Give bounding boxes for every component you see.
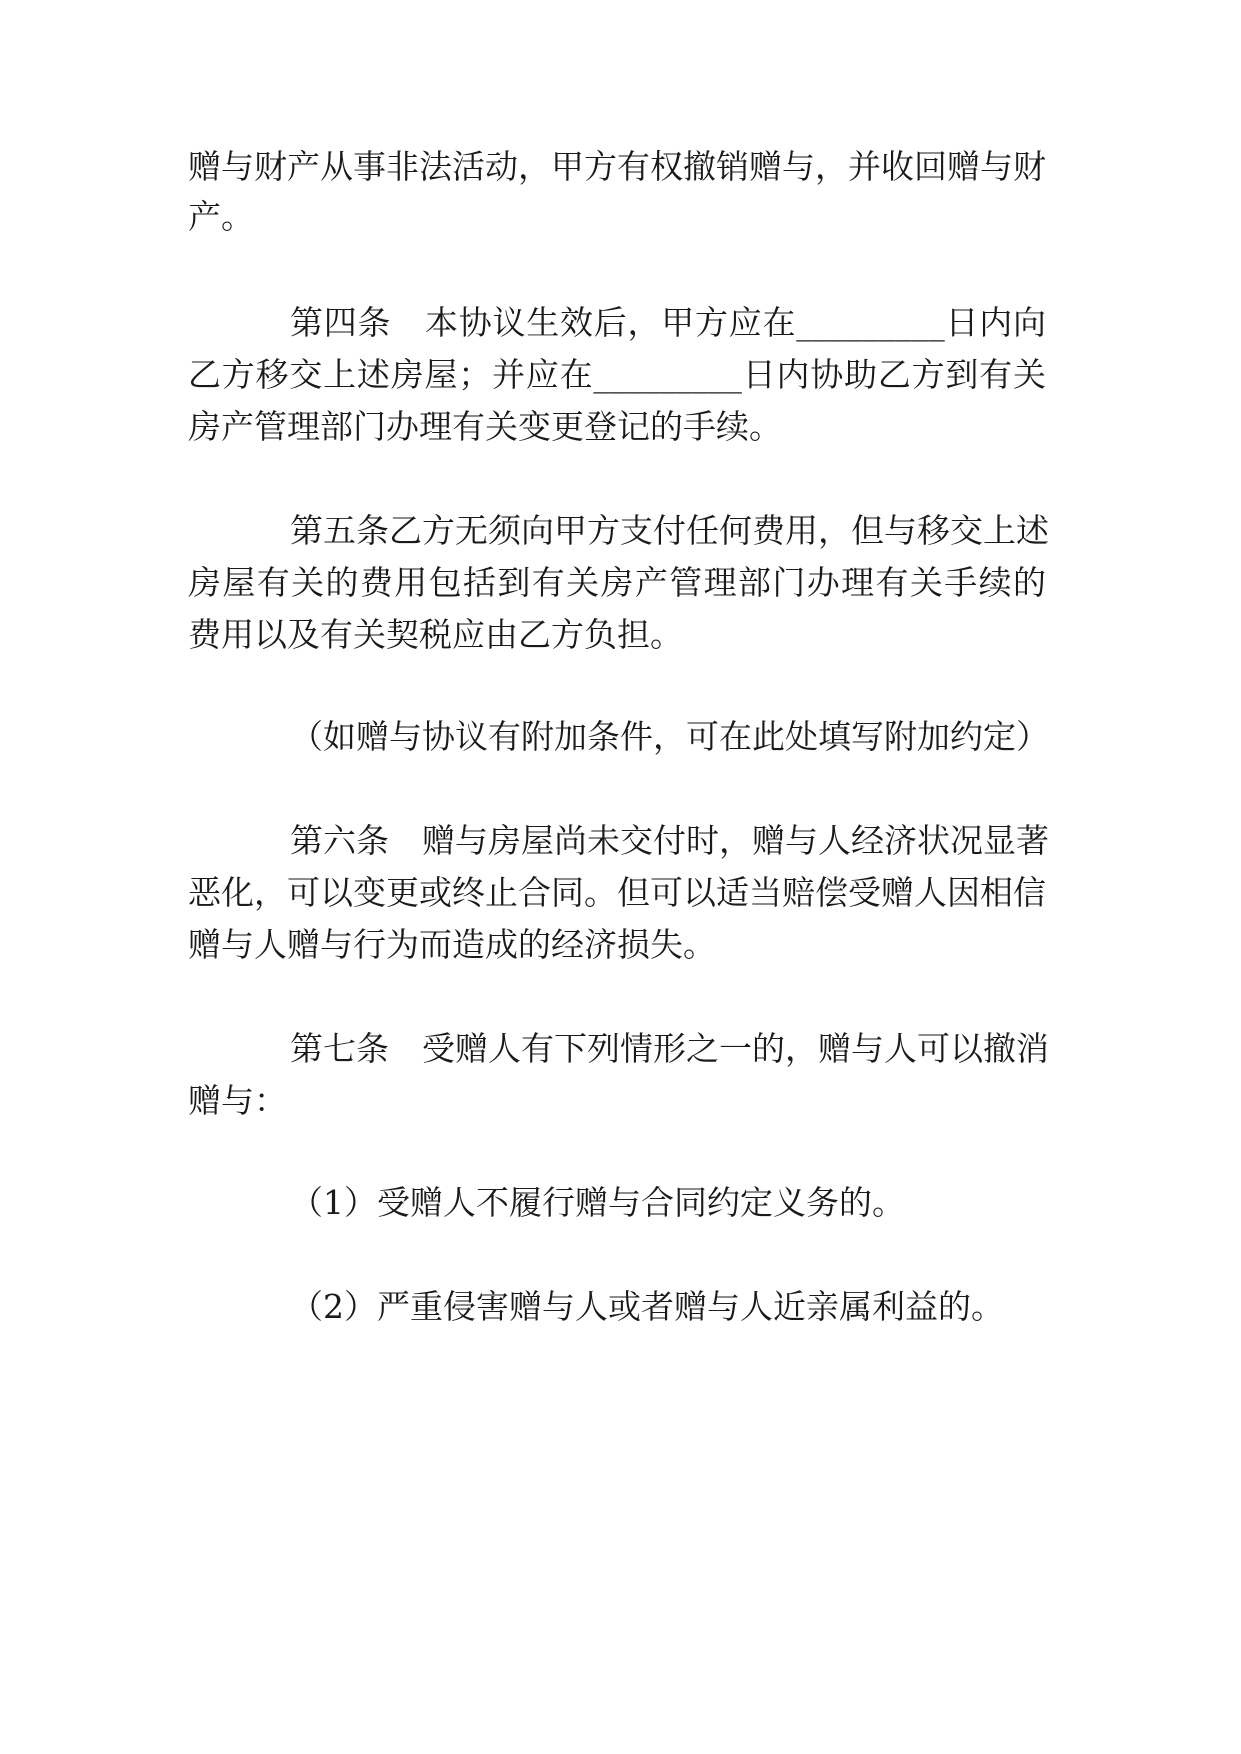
- additional-terms-note: （如赠与协议有附加条件，可在此处填写附加约定）: [290, 717, 1049, 756]
- article-6-heading-line: 第六条 赠与房屋尚未交付时，赠与人经济状况显著: [290, 821, 1049, 860]
- list-item: （1）受赠人不履行赠与合同约定义务的。: [290, 1183, 905, 1222]
- text-line: 房产管理部门办理有关变更登记的手续。: [188, 407, 782, 446]
- article-7-heading-line: 第七条 受赠人有下列情形之一的，赠与人可以撤消: [290, 1029, 1049, 1068]
- article-4-heading-line: 第四条 本协议生效后，甲方应在_________日内向: [290, 303, 1046, 342]
- list-item: （2）严重侵害赠与人或者赠与人近亲属利益的。: [290, 1287, 1004, 1326]
- text-line: 费用以及有关契税应由乙方负担。: [188, 615, 683, 654]
- text-line: 赠与财产从事非法活动，甲方有权撤销赠与，并收回赠与财: [188, 147, 1046, 186]
- text-line: 产。: [188, 197, 254, 236]
- article-5-heading-line: 第五条乙方无须向甲方支付任何费用，但与移交上述: [290, 511, 1049, 550]
- text-line: 恶化，可以变更或终止合同。但可以适当赔偿受赠人因相信: [188, 873, 1046, 912]
- text-line: 房屋有关的费用包括到有关房产管理部门办理有关手续的: [188, 563, 1046, 602]
- text-line: 赠与人赠与行为而造成的经济损失。: [188, 925, 716, 964]
- text-line: 赠与：: [188, 1081, 287, 1120]
- text-line: 乙方移交上述房屋；并应在_________日内协助乙方到有关: [188, 355, 1046, 394]
